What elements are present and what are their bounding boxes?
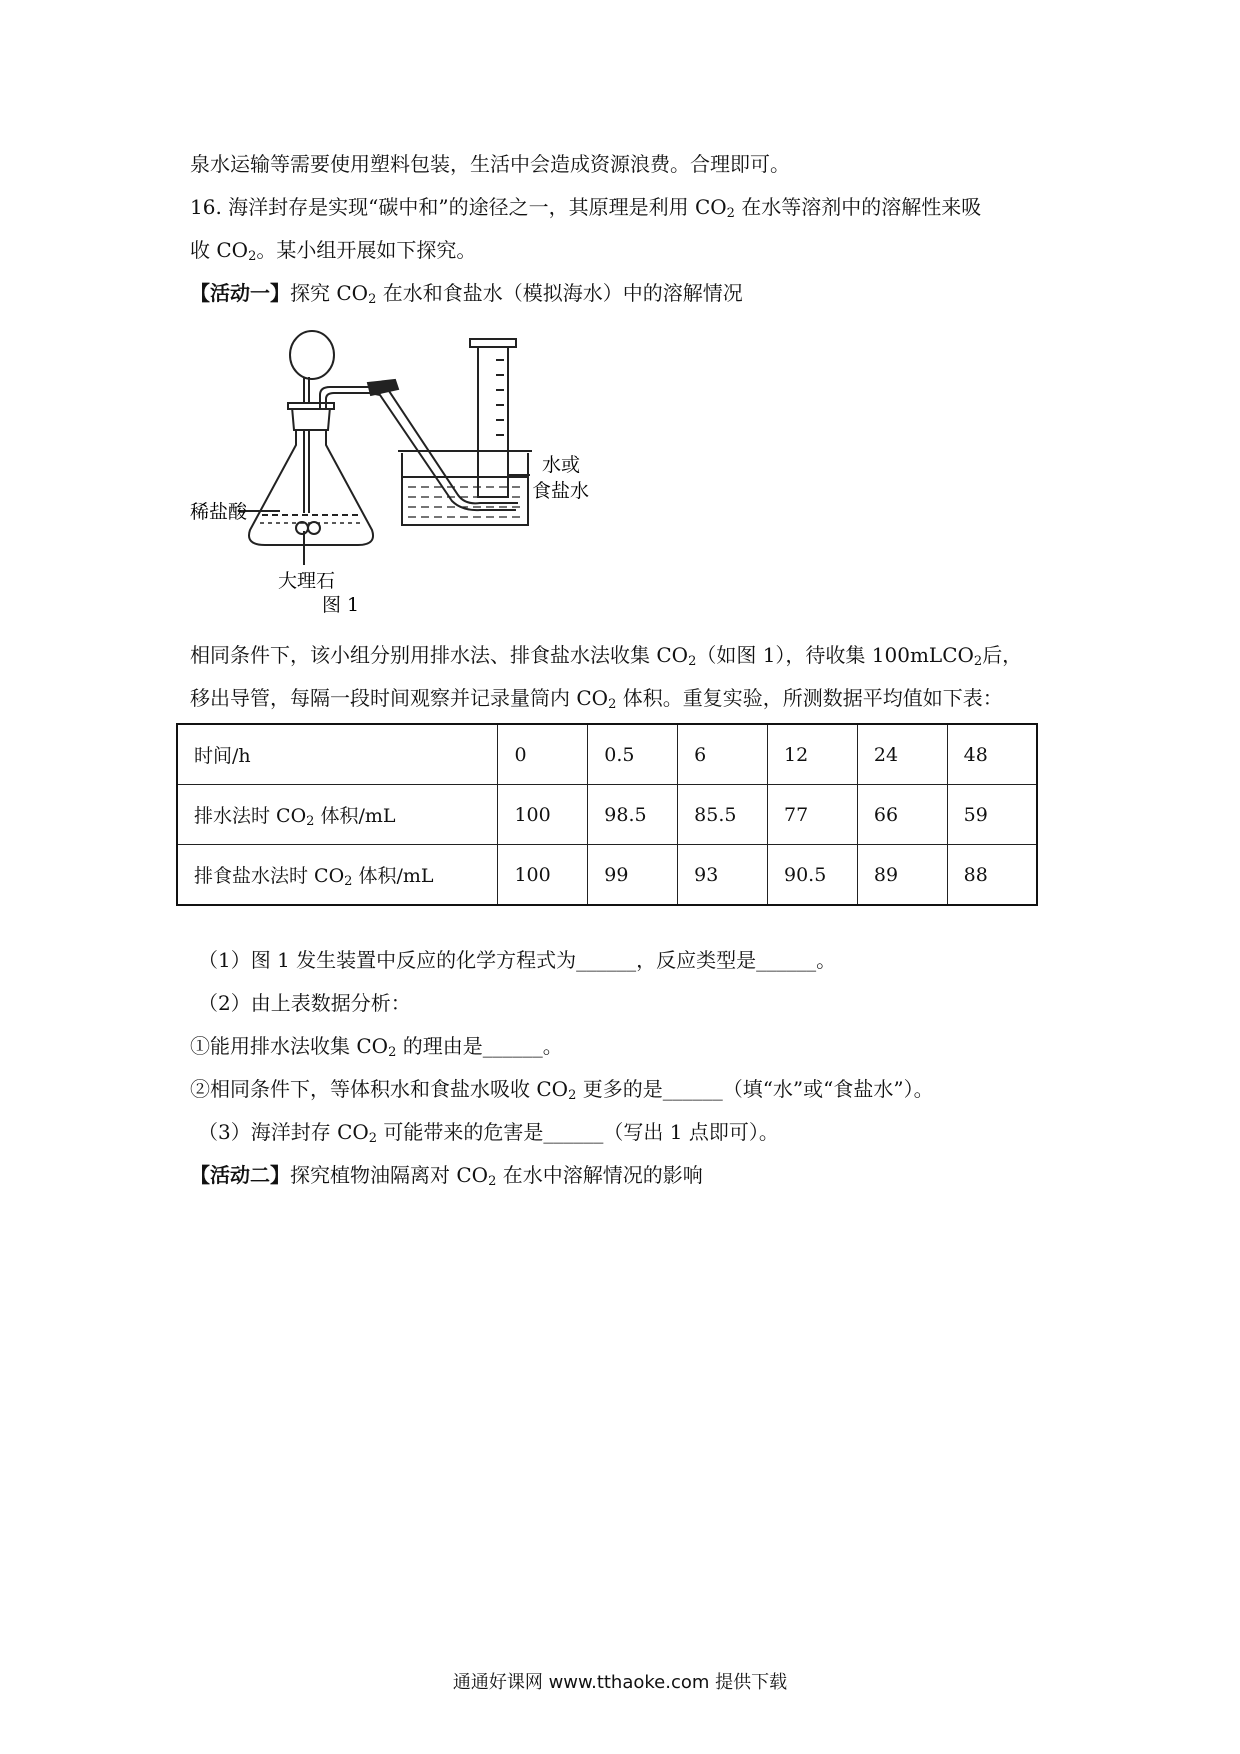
table-cell: 24 <box>857 724 947 785</box>
table-cell: 59 <box>947 785 1037 845</box>
table-cell: 6 <box>678 724 768 785</box>
table-cell: 48 <box>947 724 1037 785</box>
stopper <box>292 407 330 430</box>
table-cell: 99 <box>588 845 678 906</box>
marble-piece <box>296 522 308 534</box>
activity-2-heading: 【活动二】探究植物油隔离对 $CO_2$ 在水中溶解情况的影响 <box>190 1163 703 1189</box>
table-cell: 66 <box>857 785 947 845</box>
table-cell: 88 <box>947 845 1037 906</box>
table-cell: 89 <box>857 845 947 906</box>
text-line-1: 泉水运输等需要使用塑料包装，生活中会造成资源浪费。合理即可。 <box>190 152 790 176</box>
question-part-3: （3）海洋封存 $CO_2$ 可能带来的危害是______（写出 1 点即可）。 <box>198 1120 779 1146</box>
table-cell: 77 <box>768 785 858 845</box>
water-trough <box>402 453 528 525</box>
description-line-2: 移出导管，每隔一段时间观察并记录量筒内 $CO_2$ 体积。重复实验，所测数据平均值如下表： <box>190 686 1003 712</box>
activity-1-heading: 【活动一】探究 $CO_2$ 在水和食盐水（模拟海水）中的溶解情况 <box>190 281 743 307</box>
table-cell: 90.5 <box>768 845 858 906</box>
label-water-1: 水或 <box>542 454 581 476</box>
label-marble: 大理石 <box>278 570 336 592</box>
question-part-1: （1）图 1 发生装置中反应的化学方程式为______，反应类型是______。 <box>198 948 837 972</box>
label-dilute-hcl: 稀盐酸 <box>190 501 248 523</box>
table-cell: 100 <box>498 785 588 845</box>
graduated-cylinder <box>478 347 508 497</box>
table-cell: 0.5 <box>588 724 678 785</box>
conical-flask <box>249 430 373 545</box>
table-row-header <box>177 724 1037 785</box>
question-part-2-1: ①能用排水法收集 $CO_2$ 的理由是______。 <box>190 1034 563 1060</box>
table-cell: 时间/h <box>177 724 498 785</box>
question-part-2: （2）由上表数据分析： <box>198 991 411 1015</box>
apparatus-diagram <box>190 325 630 615</box>
table-cell: 100 <box>498 845 588 906</box>
data-table <box>176 723 1038 906</box>
page-footer: 通通好课网 www.tthaoke.com 提供下载 <box>452 1672 788 1693</box>
table-cell-label: 排食盐水法时 $CO_2$ 体积/mL <box>177 845 498 906</box>
question-part-2-2: ②相同条件下，等体积水和食盐水吸收 $CO_2$ 更多的是______（填“水”或“食盐水”）。 <box>190 1077 934 1103</box>
table-row-saltwater <box>177 845 1037 906</box>
question-16-line-2: 收 $CO_2$。某小组开展如下探究。 <box>190 238 477 264</box>
table-cell: 98.5 <box>588 785 678 845</box>
apparatus-figure <box>190 325 630 615</box>
figure-caption: 图 1 <box>322 594 360 615</box>
table-cell: 0 <box>498 724 588 785</box>
table-cell: 93 <box>678 845 768 906</box>
description-line-1: 相同条件下，该小组分别用排水法、排食盐水法收集 $CO_2$（如图 1），待收集 100mLCO$_2$后， <box>190 643 1023 669</box>
funnel-bulb <box>290 331 334 379</box>
rubber-connector <box>368 380 398 395</box>
question-16-line-1: 16. 海洋封存是实现“碳中和”的途径之一，其原理是利用 $CO_2$ 在水等溶剂中的溶解性来吸 <box>190 195 982 221</box>
table-cell-label: 排水法时 $CO_2$ 体积/mL <box>177 785 498 845</box>
table-cell: 85.5 <box>678 785 768 845</box>
table-row-water <box>177 785 1037 845</box>
table-cell: 12 <box>768 724 858 785</box>
delivery-tube-2 <box>370 385 518 503</box>
label-water-2: 食盐水 <box>532 480 590 502</box>
